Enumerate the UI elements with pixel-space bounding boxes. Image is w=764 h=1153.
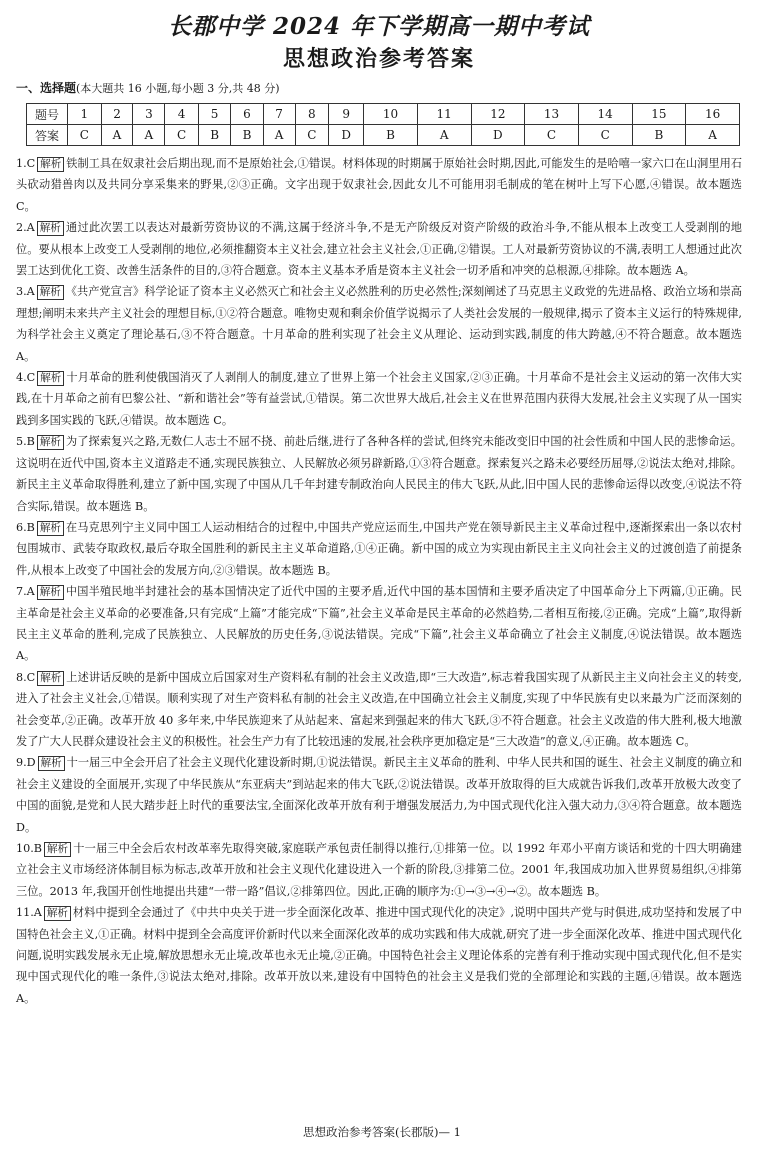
explanation-text: 在马克思列宁主义同中国工人运动相结合的过程中,中国共产党应运而生,中国共产党在领导新民主主义革命过程中,逐渐探索出一条以农村包围城市、武装夺取政权,最后夺取全国胜利的新民主主义革命道路,①④正确。新中国的成立为实现由新民主主义向社会主义的过渡创造了前提条件,从根本上改变了中国社会的发展方向,②③错误。故本题选 B。 — [16, 520, 742, 577]
item-number-answer: 5.B — [16, 435, 35, 449]
item-number-answer: 1.C — [16, 157, 36, 170]
explanation-item — [16, 217, 742, 281]
item-number-answer: 3.A — [16, 285, 35, 299]
explanation-list — [16, 153, 742, 1009]
section-heading — [16, 80, 742, 97]
answer-cell: C — [578, 125, 632, 146]
answer-cell: D — [329, 125, 364, 146]
analysis-label: 解析 — [37, 521, 64, 536]
answer-table — [26, 103, 740, 146]
explanation-text: 铁制工具在奴隶社会后期出现,而不是原始社会,①错误。材料体现的时期属于原始社会时期,因此,可能发生的是哈嘻一家六口在山洞里用石头砍动猎兽肉以及共同分享采集来的野果,②③正确。文字出现于奴隶社会,因此女儿不可能用羽毛制成的笔在树叶上写下心愿,④错误。故本题选 C。 — [16, 157, 742, 213]
explanation-text: 十月革命的胜利使俄国消灭了人剥削人的制度,建立了世界上第一个社会主义国家,②③正确。十月革命不是社会主义运动的第一次伟大实践,在十月革命之前有巴黎公社、“新和谐社会”等有益尝试,①错误。第二次世界大战后,社会主义在世界范围内获得大发展,社会主义实现了从一国实践到多国实践的飞跃,④错误。故本题选 C。 — [16, 371, 742, 427]
question-number-cell: 11 — [417, 104, 471, 125]
page-footer: 思想政治参考答案(长郡版)— 1 — [303, 1125, 461, 1139]
answer-cell: A — [101, 125, 133, 146]
item-number-answer: 9.D — [16, 756, 36, 770]
explanation-item — [16, 153, 742, 217]
explanation-item — [16, 902, 742, 1009]
section-note: (本大题共 16 小题,每小题 3 分,共 48 分) — [76, 82, 280, 95]
analysis-label: 解析 — [37, 221, 64, 236]
answer-cell: C — [68, 125, 102, 146]
analysis-label: 解析 — [37, 371, 64, 386]
answer-cell: D — [471, 125, 525, 146]
explanation-text: 为了探索复兴之路,无数仁人志士不屈不挠、前赴后继,进行了各种各样的尝试,但终究未能改变旧中国的社会性质和中国人民的悲惨命运。这说明在近代中国,资本主义道路走不通,实现民族独立、人民解放必须另辟新路,①③符合题意。探索复兴之路未必要经历屈辱,②说法太绝对,排除。新民主主义革命取得胜利,建立了新中国,实现了中国从几千年封建专制政治向人民民主的伟大飞跃,从此,旧中国人民的悲惨命运得以改变,④说法不符合实际,错误。故本题选 B。 — [16, 435, 742, 513]
explanation-item — [16, 367, 742, 431]
question-number-cell: 7 — [263, 104, 295, 125]
question-number-cell: 4 — [165, 104, 199, 125]
answer-cell: A — [263, 125, 295, 146]
answer-cell: A — [417, 125, 471, 146]
question-number-cell: 12 — [471, 104, 525, 125]
section-title: 一、选择题 — [16, 81, 77, 95]
analysis-label: 解析 — [37, 585, 64, 600]
explanation-item — [16, 431, 742, 517]
explanation-text: 十一届三中全会后农村改革率先取得突破,家庭联产承包责任制得以推行,①排第一位。以 1992 年邓小平南方谈话和党的十四大明确建立社会主义市场经济体制目标为标志,改革开放和社会主义现代化建设进入一个新的阶段,③排第二位。2001 年,我国成功加入世界贸易组织,④排第三位。2013 年,我国开创性地提出共建“一带一路”倡议,②排第四位。因此,正确的顺序为:①→③→④→②。故本题选 B。 — [16, 842, 742, 898]
question-number-cell: 14 — [578, 104, 632, 125]
answer-cell: A — [133, 125, 165, 146]
item-number-answer: 4.C — [16, 371, 36, 385]
analysis-label: 解析 — [37, 157, 64, 172]
item-number-answer: 6.B — [16, 520, 35, 534]
question-number-cell: 16 — [686, 104, 740, 125]
explanation-item — [16, 667, 742, 753]
question-number-row — [27, 104, 740, 125]
question-number-cell: 3 — [133, 104, 165, 125]
answer-cell: C — [165, 125, 199, 146]
question-number-cell: 10 — [364, 104, 418, 125]
question-number-cell: 2 — [101, 104, 133, 125]
answer-cell: B — [198, 125, 230, 146]
answer-cell: C — [295, 125, 329, 146]
item-number-answer: 10.B — [16, 842, 43, 855]
explanation-text: 十一届三中全会开启了社会主义现代化建设新时期,①说法错误。新民主主义革命的胜利、中华人民共和国的诞生、社会主义制度的确立和社会主义建设的全面展开,实现了中华民族从“东亚病夫”到站起来的伟大飞跃,②说法错误。改革开放取得的巨大成就告诉我们,改革开放极大改变了中国的面貌,是党和人民大踏步赶上时代的重要法宝,全面深化改革开放有利于增强发展活力,为中国式现代化注入强大动力,③④符合题意。故本题选 D。 — [16, 756, 742, 834]
explanation-item — [16, 517, 742, 581]
answer-row — [27, 125, 740, 146]
question-number-cell: 8 — [295, 104, 329, 125]
explanation-text: 《共产党宣言》科学论证了资本主义必然灭亡和社会主义必然胜利的历史必然性;深刻阐述了马克思主义政党的先进品格、政治立场和崇高理想;阐明未来共产主义社会的理想目标,①②符合题意。唯物史观和剩余价值学说揭示了人类社会发展的一般规律,揭示了资本主义运行的特殊规律,为科学社会主义奠定了理论基石,③不符合题意。十月革命的胜利实现了社会主义从理论、运动到实践,制度的伟大跨越,④不符合题意。故本题选 A。 — [16, 285, 742, 363]
question-number-cell: 15 — [632, 104, 686, 125]
analysis-label: 解析 — [37, 671, 64, 686]
analysis-label: 解析 — [44, 842, 71, 857]
question-number-cell: 13 — [525, 104, 579, 125]
explanation-text: 通过此次罢工以表达对最新劳资协议的不满,这属于经济斗争,不是无产阶级反对资产阶级的政治斗争,不能从根本上改变工人受剥削的地位。要从根本上改变工人受剥削的地位,必须推翻资本主义社会,建立社会主义社会,①正确,②错误。工人对最新劳资协议的不满,表明工人想通过此次罢工达到优化工资、改善生活条件的目的,③符合题意。资本主义基本矛盾是资本主义社会一切矛盾和冲突的总根源,④排除。故本题选 A。 — [16, 221, 742, 278]
explanation-item — [16, 752, 742, 838]
explanation-text: 中国半殖民地半封建社会的基本国情决定了近代中国的主要矛盾,近代中国的基本国情和主要矛盾决定了中国革命分上下两篇,①正确。民主革命是社会主义革命的必要准备,只有完成“上篇”才能完成“下篇”,社会主义革命是民主革命的必然趋势,二者相互衔接,②正确。完成“上篇”,取得新民主主义革命的胜利,完成了民族独立、人民解放的历史任务,③说法错误。完成“下篇”,社会主义革命确立了社会主义制度,④说法错误。故本题选 A。 — [16, 585, 742, 663]
answer-cell: A — [686, 125, 740, 146]
answer-cell: B — [364, 125, 418, 146]
explanation-text: 上述讲话反映的是新中国成立后国家对生产资料私有制的社会主义改造,即“三大改造”,标志着我国实现了从新民主主义向社会主义的转变,进入了社会主义社会,①错误。顺利实现了对生产资料私有制的社会主义改造,在中国确立社会主义制度,实现了中华民族有史以来最为广泛而深刻的社会变革,②正确。改革开放 40 多年来,中华民族迎来了从站起来、富起来到强起来的伟大飞跃,③不符合题意。社会主义改造的伟大胜利,极大地激发了广大人民群众建设社会主义的积极性。社会生产力有了比较迅速的发展,社会秩序更加稳定是“三大改造”的意义,④正确。故本题选 C。 — [16, 670, 742, 748]
explanation-item — [16, 281, 742, 367]
row-label-answer: 答案 — [27, 125, 68, 146]
item-number-answer: 7.A — [16, 585, 35, 599]
explanation-item — [16, 838, 742, 902]
row-label-number: 题号 — [27, 104, 68, 125]
analysis-label: 解析 — [37, 435, 64, 450]
question-number-cell: 6 — [231, 104, 263, 125]
item-number-answer: 11.A — [16, 906, 42, 920]
question-number-cell: 1 — [68, 104, 102, 125]
item-number-answer: 8.C — [16, 670, 36, 684]
analysis-label: 解析 — [37, 285, 64, 300]
explanation-item — [16, 581, 742, 667]
analysis-label: 解析 — [44, 906, 71, 921]
answer-cell: B — [632, 125, 686, 146]
exam-title: 长郡中学 2024 年下学期高一期中考试 — [167, 13, 591, 40]
explanation-text: 材料中提到全会通过了《中共中央关于进一步全面深化改革、推进中国式现代化的决定》,说明中国共产党与时俱进,成功坚持和发展了中国特色社会主义,①正确。材料中提到全会高度评价新时代以来全面深化改革的成功实践和伟大成就,研究了进一步全面深化改革、推进中国式现代化问题,说明实践发展永无止境,解放思想永无止境,改革也永无止境,②正确。中国特色社会主义理论体系的完善有利于推动实现中国式现代化,但不是实现中国式现代化的唯一条件,③说法太绝对,排除。改革开放以来,建设有中国特色的社会主义是我们党的全部理论和实践的主题,④错误。故本题选 A。 — [16, 906, 742, 1005]
analysis-label: 解析 — [38, 756, 65, 771]
question-number-cell: 9 — [329, 104, 364, 125]
answer-cell: B — [231, 125, 263, 146]
answer-subtitle: 思想政治参考答案 — [282, 46, 475, 72]
question-number-cell: 5 — [198, 104, 230, 125]
item-number-answer: 2.A — [16, 221, 35, 235]
answer-cell: C — [525, 125, 579, 146]
